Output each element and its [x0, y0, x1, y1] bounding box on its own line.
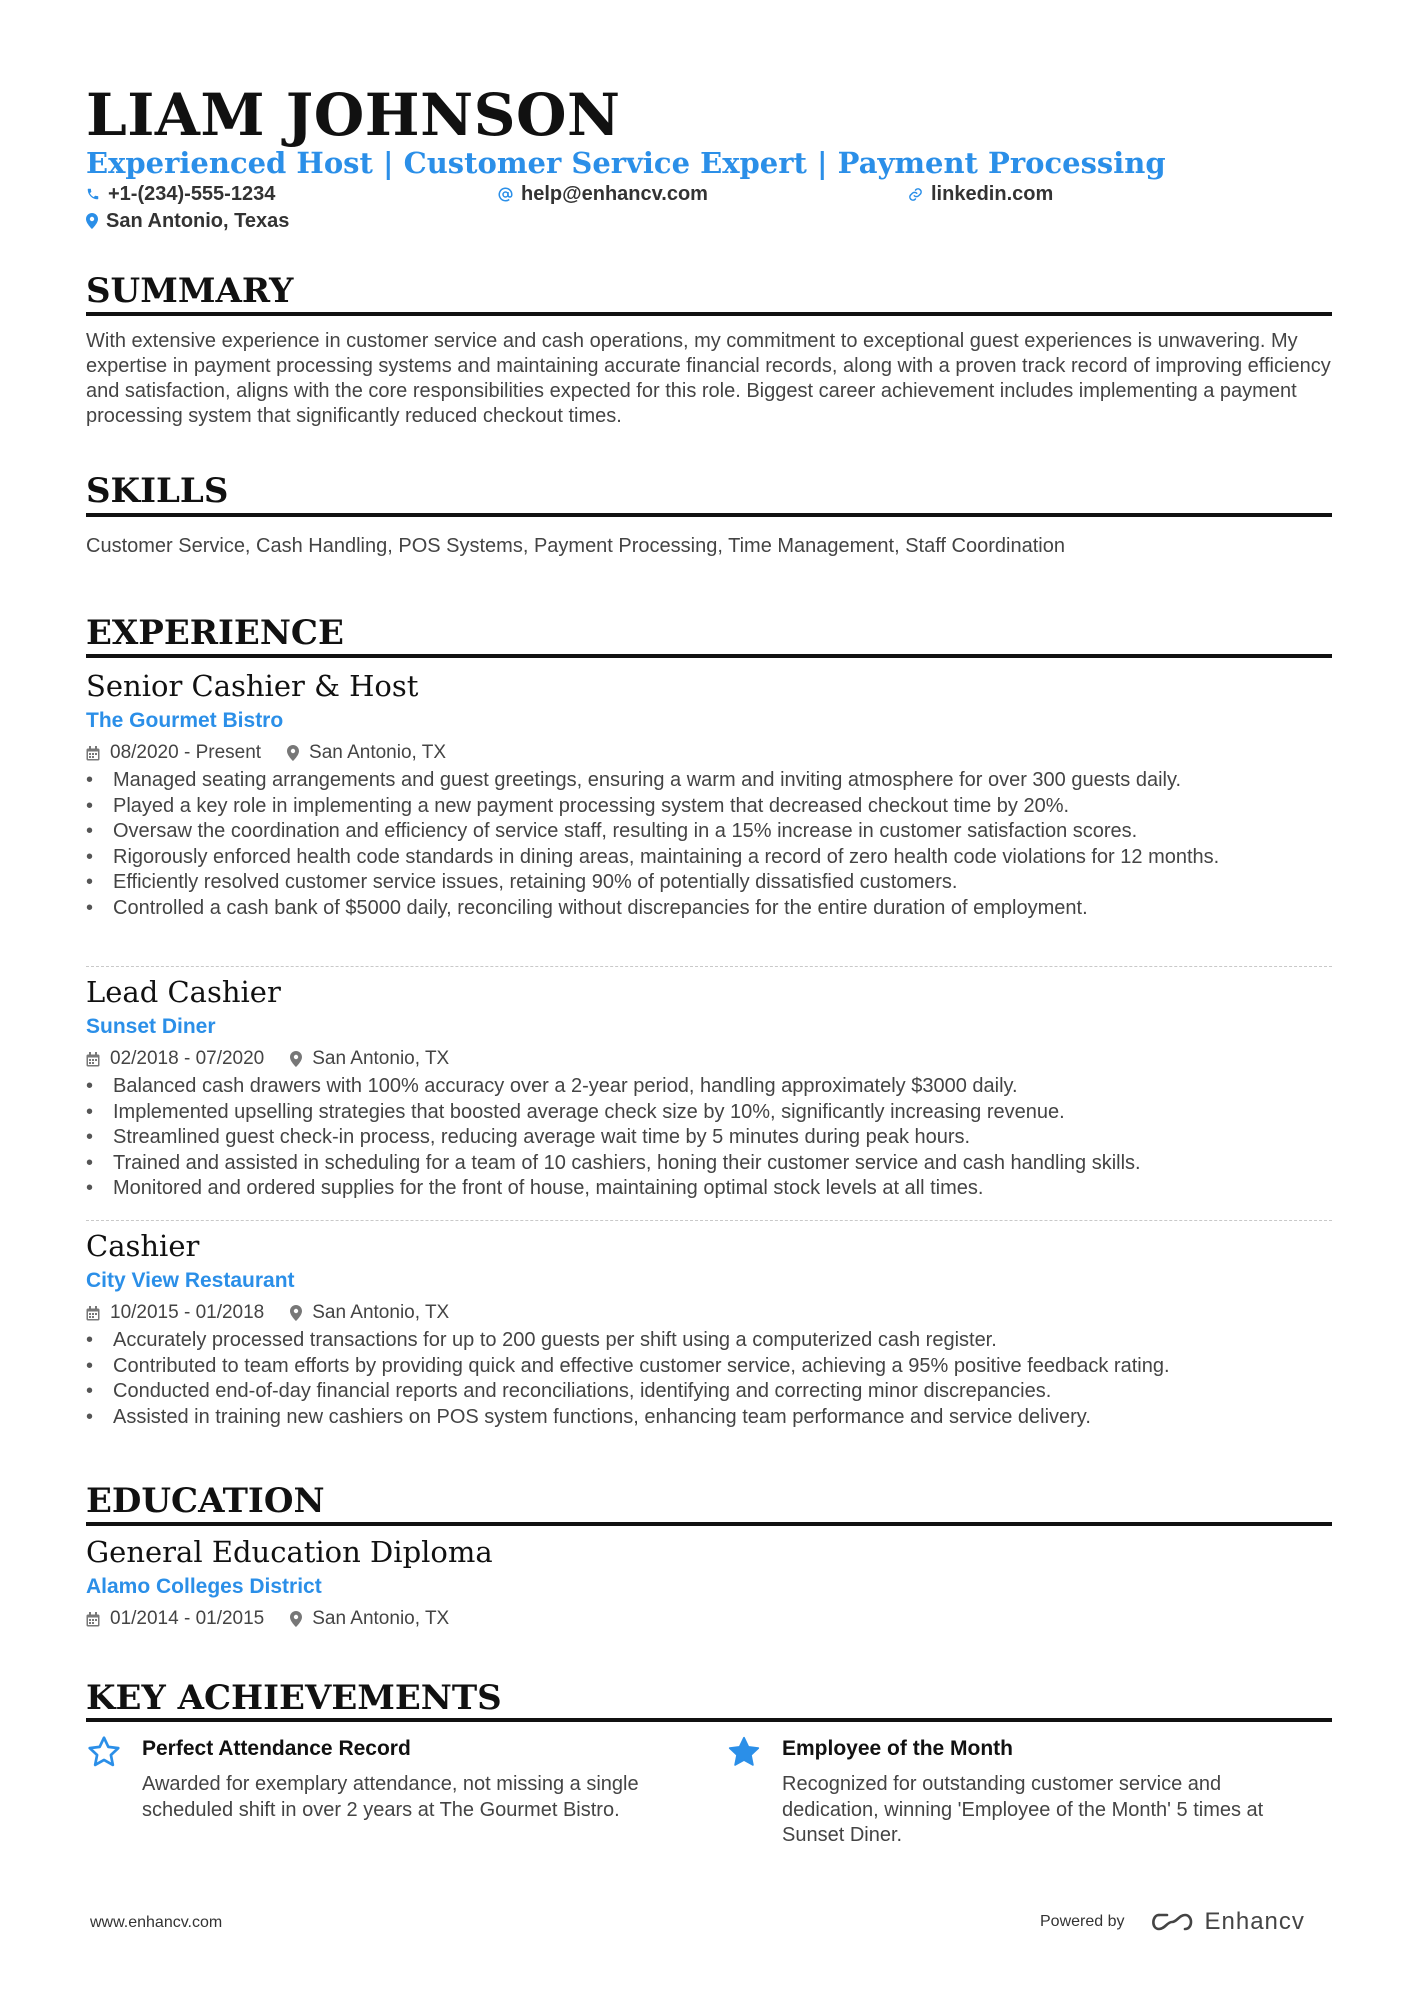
skills-heading: SKILLS: [86, 471, 229, 511]
location-pin-icon: [290, 1305, 302, 1321]
degree-title: General Education Diploma: [86, 1535, 493, 1569]
bullet-item: • Monitored and ordered supplies for the front of house, maintaining optimal stock levels at all times.: [86, 1176, 1332, 1202]
job-location: San Antonio, TX: [312, 1048, 450, 1069]
calendar-icon: [86, 1052, 100, 1067]
achievement-description: Recognized for outstanding customer service and dedication, winning 'Employee of the Month' 5 times at Sunset Diner.: [782, 1773, 1264, 1846]
job-separator: [86, 966, 1332, 967]
contact-linkedin[interactable]: [908, 181, 1053, 207]
school-name[interactable]: Alamo Colleges District: [86, 1575, 322, 1598]
job-company[interactable]: The Gourmet Bistro: [86, 709, 284, 732]
bullet-item: • Rigorously enforced health code standards in dining areas, maintaining a record of zero health code violations for 12 months.: [86, 845, 1332, 871]
enhancv-logo-icon: [1149, 1911, 1195, 1933]
phone-icon: [86, 187, 100, 201]
education-heading: EDUCATION: [86, 1481, 325, 1521]
bullet-item: • Efficiently resolved customer service issues, retaining 90% of potentially dissatisfied customers.: [86, 870, 1332, 896]
calendar-icon: [86, 746, 100, 761]
link-icon: [908, 187, 923, 202]
job-entry: [86, 668, 1332, 921]
bullet-item: • Played a key role in implementing a new payment processing system that decreased checkout time by 20%.: [86, 794, 1332, 820]
powered-by-label: Powered by: [1040, 1913, 1125, 1930]
bullet-item: • Balanced cash drawers with 100% accuracy over a 2-year period, handling approximately $3000 daily.: [86, 1074, 1332, 1100]
education-meta: [86, 1606, 1332, 1632]
footer-website[interactable]: www.enhancv.com: [90, 1914, 223, 1931]
achievement-description: Awarded for exemplary attendance, not missing a single scheduled shift in over 2 years at The Gourmet Bistro.: [142, 1773, 639, 1821]
job-location: San Antonio, TX: [312, 1302, 450, 1323]
phone-text: +1-(234)-555-1234: [108, 183, 276, 205]
contact-phone[interactable]: [86, 181, 275, 207]
star-filled-icon: [726, 1734, 762, 1770]
education-divider: [86, 1522, 1332, 1526]
experience-heading: EXPERIENCE: [86, 613, 344, 653]
job-meta: [86, 1300, 1332, 1326]
candidate-name: LIAM JOHNSON: [86, 81, 621, 149]
achievement-title: Employee of the Month: [782, 1737, 1013, 1760]
job-title: Lead Cashier: [86, 975, 281, 1009]
bullet-item: • Trained and assisted in scheduling for a team of 10 cashiers, honing their customer service and cash handling skills.: [86, 1151, 1332, 1177]
enhancv-logo[interactable]: [1149, 1908, 1305, 1936]
job-title: Senior Cashier & Host: [86, 669, 419, 703]
location-pin-icon: [290, 1611, 302, 1627]
achievement-title: Perfect Attendance Record: [142, 1737, 411, 1760]
job-bullets: [86, 1074, 1332, 1202]
job-dates: 08/2020 - Present: [110, 742, 262, 763]
skills-divider: [86, 513, 1332, 517]
bullet-item: • Controlled a cash bank of $5000 daily, reconciling without discrepancies for the entire duration of employment.: [86, 896, 1332, 922]
bullet-item: • Streamlined guest check-in process, reducing average wait time by 5 minutes during peak hours.: [86, 1125, 1332, 1151]
education-dates: 01/2014 - 01/2015: [110, 1608, 265, 1629]
location-pin-icon: [86, 213, 98, 229]
contact-location: [86, 208, 289, 234]
location-pin-icon: [287, 745, 299, 761]
bullet-item: • Oversaw the coordination and efficiency of service staff, resulting in a 15% increase in customer satisfaction scores.: [86, 819, 1332, 845]
bullet-item: • Contributed to team efforts by providing quick and effective customer service, achieving a 95% positive feedback rating.: [86, 1354, 1332, 1380]
job-company[interactable]: Sunset Diner: [86, 1015, 216, 1038]
location-pin-icon: [290, 1051, 302, 1067]
summary-divider: [86, 312, 1332, 316]
job-bullets: [86, 768, 1332, 921]
linkedin-text: linkedin.com: [931, 183, 1054, 205]
calendar-icon: [86, 1306, 100, 1321]
achievements-heading: KEY ACHIEVEMENTS: [86, 1678, 502, 1718]
footer-branding: [1040, 1908, 1305, 1936]
summary-heading: SUMMARY: [86, 271, 294, 311]
bullet-item: • Implemented upselling strategies that boosted average check size by 10%, significantly increasing revenue.: [86, 1100, 1332, 1126]
job-location: San Antonio, TX: [309, 742, 447, 763]
job-separator: [86, 1220, 1332, 1221]
achievements-divider: [86, 1718, 1332, 1722]
job-dates: 10/2015 - 01/2018: [110, 1302, 265, 1323]
experience-divider: [86, 654, 1332, 658]
job-entry: [86, 974, 1332, 1202]
skills-text: Customer Service, Cash Handling, POS Systems, Payment Processing, Time Management, Staff Coordination: [86, 535, 1065, 557]
education-location: San Antonio, TX: [312, 1608, 450, 1629]
contact-email[interactable]: [498, 181, 708, 207]
at-icon: [498, 187, 513, 202]
summary-text: With extensive experience in customer service and cash operations, my commitment to exceptional guest experiences is unwavering. My expertise in payment processing systems and maintaining accurate financial records, along with a proven track record of improving efficiency and satisfaction, aligns with the core responsibilities expected for this role. Biggest career achievement includes implementing a payment processing system that significantly reduced checkout times.: [86, 330, 1331, 427]
bullet-item: • Accurately processed transactions for up to 200 guests per shift using a computerized cash register.: [86, 1328, 1332, 1354]
brand-name: Enhancv: [1204, 1908, 1305, 1935]
star-outline-icon: [86, 1734, 122, 1770]
job-dates: 02/2018 - 07/2020: [110, 1048, 265, 1069]
bullet-item: • Managed seating arrangements and guest greetings, ensuring a warm and inviting atmosphere for over 300 guests daily.: [86, 768, 1332, 794]
education-entry: [86, 1534, 1332, 1632]
location-text: San Antonio, Texas: [106, 210, 290, 232]
candidate-title: Experienced Host | Customer Service Expert | Payment Processing: [86, 146, 1166, 180]
calendar-icon: [86, 1612, 100, 1627]
bullet-item: • Conducted end-of-day financial reports and reconciliations, identifying and correcting minor discrepancies.: [86, 1379, 1332, 1405]
job-company[interactable]: City View Restaurant: [86, 1269, 295, 1292]
email-text: help@enhancv.com: [521, 183, 708, 205]
job-title: Cashier: [86, 1229, 200, 1263]
job-meta: [86, 1046, 1332, 1072]
bullet-item: • Assisted in training new cashiers on POS system functions, enhancing team performance and service delivery.: [86, 1405, 1332, 1431]
job-meta: [86, 740, 1332, 766]
job-entry: [86, 1228, 1332, 1430]
job-bullets: [86, 1328, 1332, 1430]
